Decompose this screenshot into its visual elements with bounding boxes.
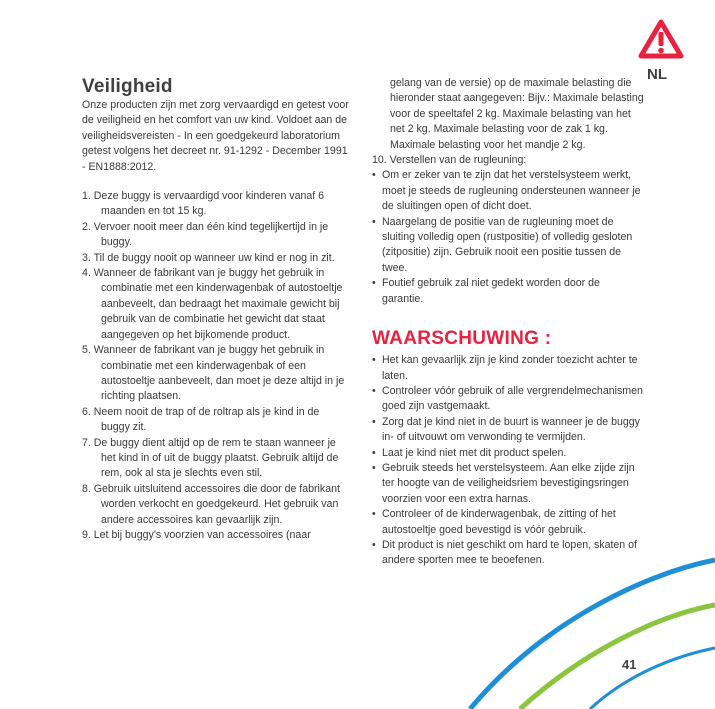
bullet-item: • Om er zeker van te zijn dat het verstelsysteem werkt, moet je steeds de rugleuning ondersteunen wanneer je de sluitingen open of dicht doet. — [372, 168, 644, 214]
list-item: 1. Deze buggy is vervaardigd voor kinderen vanaf 6 maanden en tot 15 kg. — [82, 190, 325, 218]
bullet-item: • Naargelang de positie van de rugleuning moet de sluiting volledig open (rustpositie) of volledig gesloten (zitpositie) zijn. Gebruik nooit een positie tussen de twee. — [372, 215, 644, 277]
intro-paragraph: Onze producten zijn met zorg vervaardigd en getest voor de veiligheid en het comfort van uw kind. Voldoet aan de veiligheidsvereisten - In een goedgekeurd laboratorium getest volgens het decreet nr. 91-1292 - December 1991 - EN1888:2012. — [82, 99, 349, 173]
warning-item: • Gebruik steeds het verstelsysteem. Aan elke zijde zijn ter hoogte van de veiligheidsriem bevestigingsringen voorzien voor een extra harnas. — [372, 461, 644, 507]
list-item: 6. Neem nooit de trap of de roltrap als je kind in de buggy zit. — [82, 405, 320, 434]
warning-item: • Het kan gevaarlijk zijn je kind zonder toezicht achter te laten. — [372, 353, 644, 384]
list-item-continuation: gelang van de versie) op de maximale belasting die hieronder staat aangegeven: Bijv.: Maximale belasting voor de speeltafel 2 kg. Maximale belasting van het net 2 kg. Maximale belasting voor de zak 1 kg. Maximale belasting voor het mandje 2 kg. — [390, 77, 644, 151]
right-column — [372, 76, 644, 569]
warning-item: • Laat je kind niet met dit product spelen. — [372, 446, 644, 461]
warning-title: WAARSCHUWING : — [372, 328, 552, 350]
language-code: NL — [647, 66, 667, 83]
warning-item: • Controleer of de kinderwagenbak, de zitting of het autostoeltje goed bevestigd is vóór gebruik. — [372, 507, 644, 538]
list-item: 5. Wanneer de fabrikant van je buggy het gebruik in combinatie met een kinderwagenbak of een autostoeltje aanbeveelt, dan moet je deze altijd in je richting plaatsen. — [82, 344, 345, 403]
warning-triangle-icon — [637, 18, 685, 62]
list-item: 2. Vervoer nooit meer dan één kind tegelijkertijd in je buggy. — [82, 220, 329, 249]
list-item: 4. Wanneer de fabrikant van je buggy het gebruik in combinatie met een kinderwagenbak of autostoeltje aanbeveelt, dan bedraagt het maximale gewicht bij gebruik van de combinatie het gewicht dat staat aangegeven op het bijkomende product. — [82, 267, 343, 341]
list-item: 8. Gebruik uitsluitend accessoires die door de fabrikant worden verkocht en goedgekeurd. Het gebruik van andere accessoires kan gevaarlijk zijn. — [82, 482, 340, 526]
bullet-item: • Foutief gebruik zal niet gedekt worden door de garantie. — [372, 276, 644, 307]
list-item: 7. De buggy dient altijd op de rem te staan wanneer je het kind in of uit de buggy plaatst. Gebruik altijd de rem, ook al sta je slechts even stil. — [82, 436, 339, 480]
list-item: 3. Til de buggy nooit op wanneer uw kind er nog in zit. — [82, 251, 335, 264]
section-title: Veiligheid — [82, 76, 173, 97]
safety-list — [82, 189, 350, 543]
list-item: 10. Verstellen van de rugleuning: — [372, 154, 527, 167]
backrest-bullets — [372, 168, 644, 307]
list-item: 9. Let bij buggy's voorzien van accessoires (naar — [82, 528, 311, 541]
left-column — [82, 76, 350, 543]
warning-item: • Controleer vóór gebruik of alle vergrendelmechanismen goed zijn vastgemaakt. — [372, 384, 644, 415]
warning-list — [372, 353, 644, 569]
page-number: 41 — [622, 657, 637, 672]
warning-item: • Zorg dat je kind niet in de buurt is wanneer je de buggy in- of uitvouwt om verwonding te vermijden. — [372, 415, 644, 446]
warning-item: • Dit product is niet geschikt om hard te lopen, skaten of andere sporten mee te beoefenen. — [372, 538, 644, 569]
